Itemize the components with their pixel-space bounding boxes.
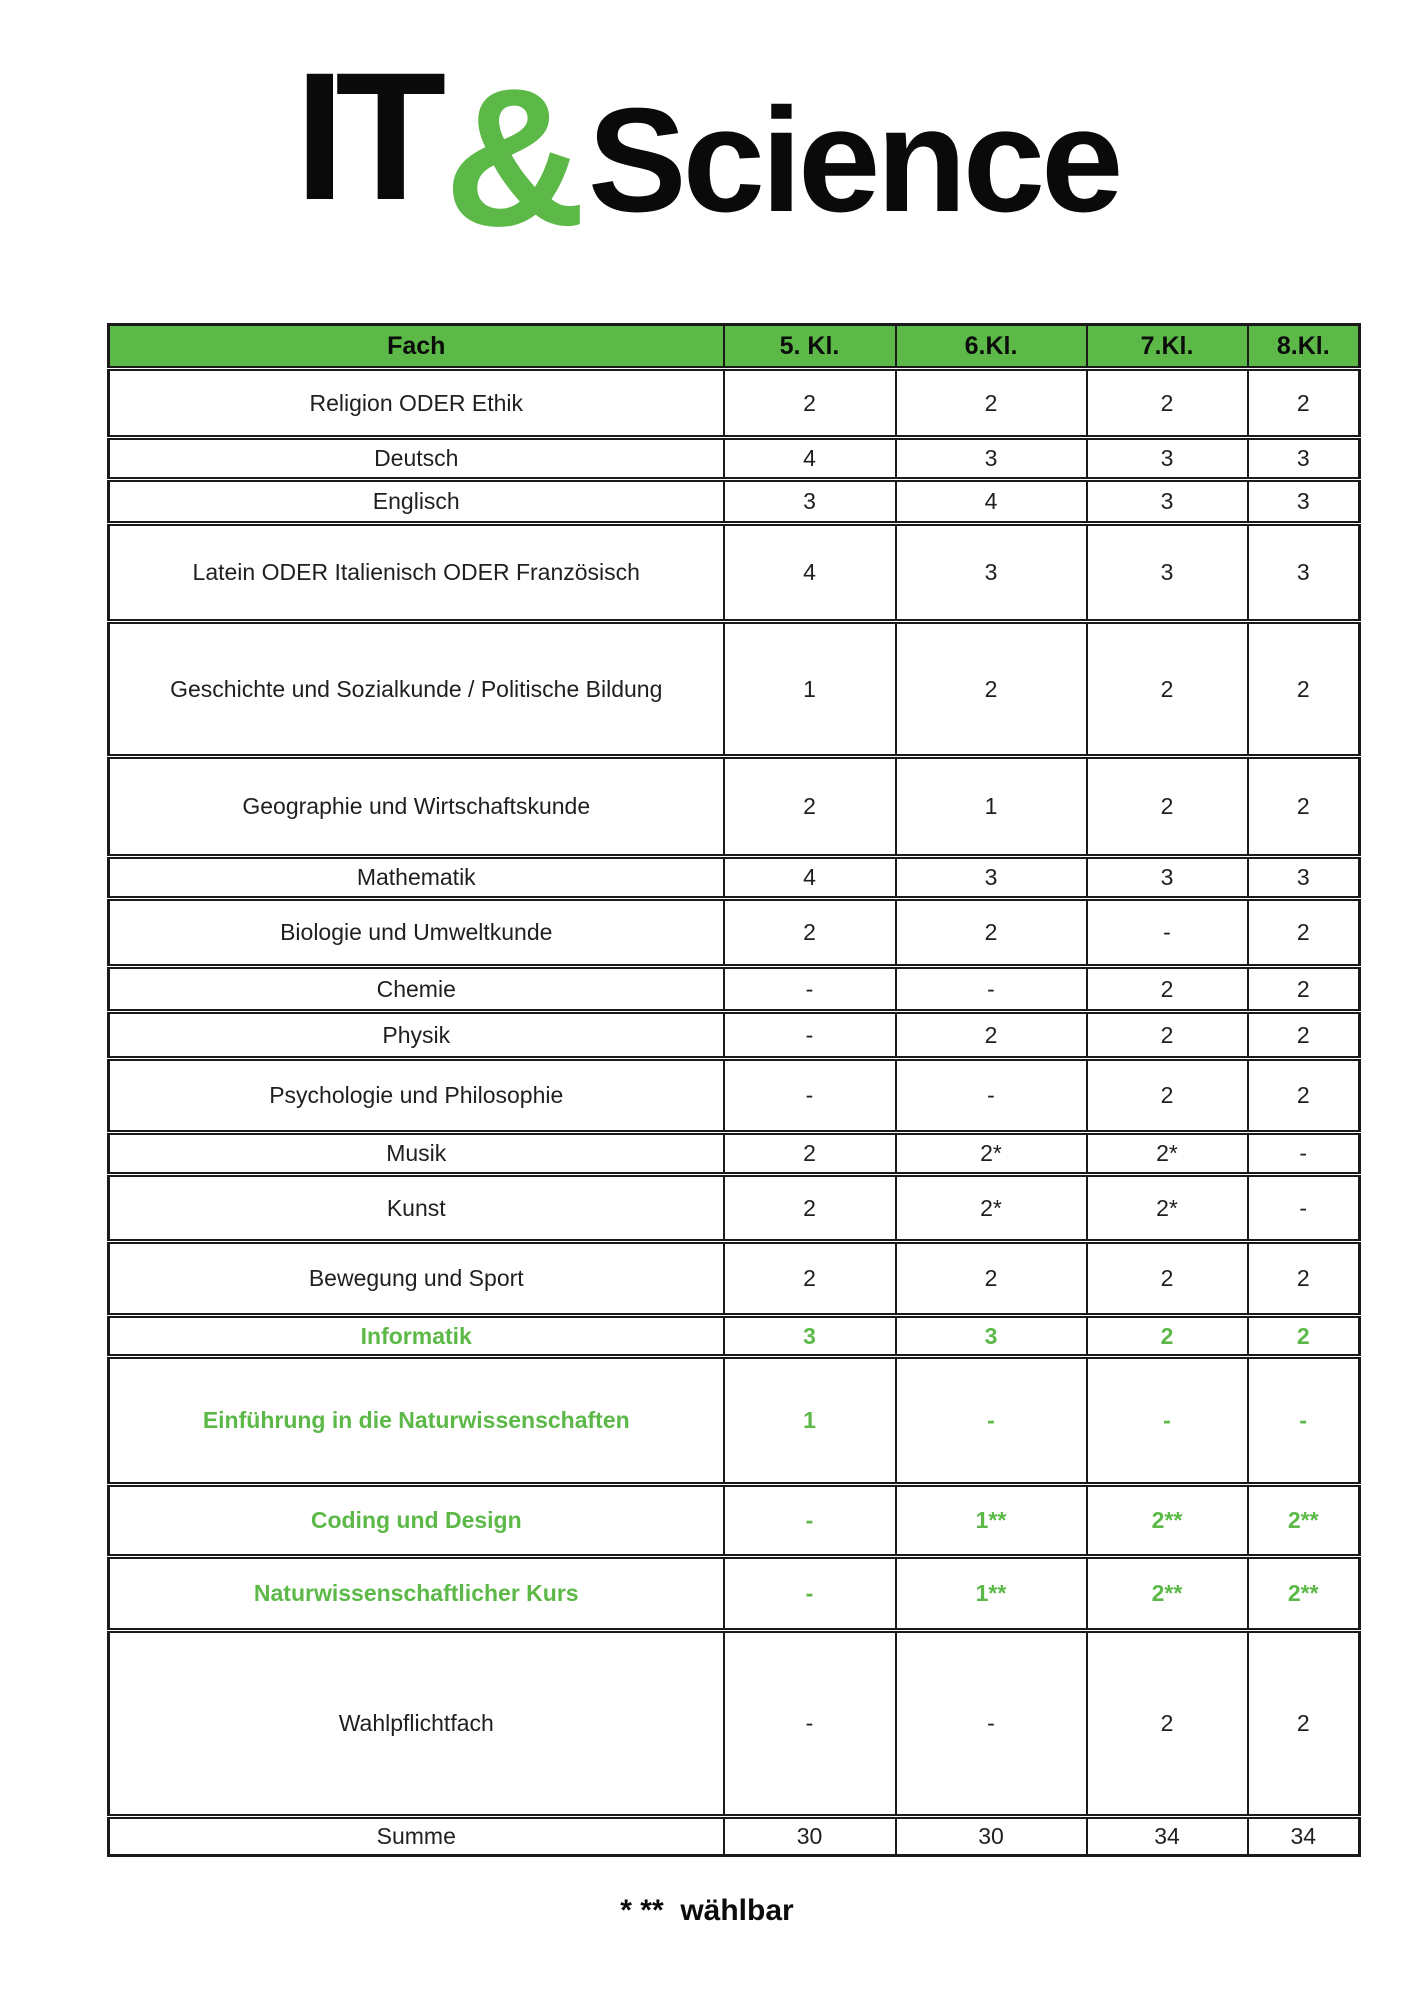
value-cell-8kl: 3 — [1248, 524, 1360, 622]
value-cell-7kl: 2 — [1087, 967, 1248, 1012]
value-cell-5kl: 2 — [724, 757, 896, 857]
value-cell-7kl: 2 — [1087, 622, 1248, 757]
subject-cell: Kunst — [109, 1175, 724, 1242]
subject-cell: Deutsch — [109, 438, 724, 480]
value-cell-6kl: 3 — [896, 857, 1087, 899]
table-row — [109, 524, 1360, 622]
subject-cell: Mathematik — [109, 857, 724, 899]
value-cell-5kl: 2 — [724, 1175, 896, 1242]
value-cell-7kl: 2 — [1087, 757, 1248, 857]
table-row — [109, 1817, 1360, 1856]
subject-cell: Biologie und Umweltkunde — [109, 899, 724, 967]
subject-cell: Chemie — [109, 967, 724, 1012]
logo-ampersand-icon: & — [444, 48, 586, 267]
table-row — [109, 1012, 1360, 1059]
value-cell-8kl: 34 — [1248, 1817, 1360, 1856]
value-cell-8kl: 2** — [1248, 1485, 1360, 1557]
value-cell-6kl: 3 — [896, 438, 1087, 480]
logo-text-science: Science — [587, 78, 1120, 243]
value-cell-5kl: 4 — [724, 524, 896, 622]
value-cell-7kl: 2 — [1087, 1059, 1248, 1133]
value-cell-7kl: 3 — [1087, 480, 1248, 524]
value-cell-6kl: 1 — [896, 757, 1087, 857]
subject-cell: Wahlpflichtfach — [109, 1631, 724, 1817]
value-cell-7kl: 2 — [1087, 1631, 1248, 1817]
value-cell-8kl: 2 — [1248, 757, 1360, 857]
column-header-8kl: 8.Kl. — [1248, 325, 1360, 369]
value-cell-7kl: 3 — [1087, 438, 1248, 480]
value-cell-5kl: 1 — [724, 1357, 896, 1485]
value-cell-8kl: 2 — [1248, 899, 1360, 967]
value-cell-8kl: 3 — [1248, 857, 1360, 899]
value-cell-5kl: 3 — [724, 480, 896, 524]
table-row — [109, 1316, 1360, 1357]
value-cell-5kl: 2 — [724, 899, 896, 967]
value-cell-7kl: 34 — [1087, 1817, 1248, 1856]
value-cell-7kl: 2** — [1087, 1485, 1248, 1557]
value-cell-8kl: 2** — [1248, 1557, 1360, 1631]
value-cell-8kl: 2 — [1248, 622, 1360, 757]
column-header-7kl: 7.Kl. — [1087, 325, 1248, 369]
logo — [0, 34, 1414, 267]
value-cell-7kl: 2 — [1087, 1012, 1248, 1059]
table-row — [109, 1357, 1360, 1485]
value-cell-5kl: 30 — [724, 1817, 896, 1856]
value-cell-8kl: 2 — [1248, 1631, 1360, 1817]
value-cell-5kl: 2 — [724, 369, 896, 438]
value-cell-6kl: 2 — [896, 1242, 1087, 1316]
subject-cell: Musik — [109, 1133, 724, 1175]
value-cell-5kl: - — [724, 1012, 896, 1059]
table-row — [109, 1242, 1360, 1316]
subject-cell: Latein ODER Italienisch ODER Französisch — [109, 524, 724, 622]
subject-cell: Geschichte und Sozialkunde / Politische Bildung — [109, 622, 724, 757]
logo-text-it: IT — [294, 34, 437, 238]
curriculum-table — [107, 323, 1361, 1857]
subject-cell: Coding und Design — [109, 1485, 724, 1557]
value-cell-5kl: - — [724, 1631, 896, 1817]
value-cell-8kl: 2 — [1248, 1059, 1360, 1133]
value-cell-7kl: - — [1087, 899, 1248, 967]
column-header-5kl: 5. Kl. — [724, 325, 896, 369]
subject-cell: Physik — [109, 1012, 724, 1059]
value-cell-7kl: 3 — [1087, 524, 1248, 622]
subject-cell: Summe — [109, 1817, 724, 1856]
table-row — [109, 1485, 1360, 1557]
value-cell-7kl: 2* — [1087, 1133, 1248, 1175]
table-row — [109, 438, 1360, 480]
value-cell-8kl: - — [1248, 1133, 1360, 1175]
subject-cell: Psychologie und Philosophie — [109, 1059, 724, 1133]
value-cell-8kl: 2 — [1248, 967, 1360, 1012]
table-row — [109, 369, 1360, 438]
value-cell-8kl: 2 — [1248, 1012, 1360, 1059]
value-cell-6kl: 2 — [896, 899, 1087, 967]
value-cell-7kl: 2 — [1087, 369, 1248, 438]
value-cell-6kl: 2 — [896, 1012, 1087, 1059]
subject-cell: Englisch — [109, 480, 724, 524]
value-cell-5kl: 4 — [724, 438, 896, 480]
table-row — [109, 480, 1360, 524]
subject-cell: Informatik — [109, 1316, 724, 1357]
value-cell-6kl: 2 — [896, 622, 1087, 757]
value-cell-5kl: - — [724, 967, 896, 1012]
value-cell-8kl: 3 — [1248, 480, 1360, 524]
value-cell-7kl: 2 — [1087, 1242, 1248, 1316]
value-cell-6kl: 4 — [896, 480, 1087, 524]
value-cell-5kl: - — [724, 1557, 896, 1631]
value-cell-8kl: - — [1248, 1357, 1360, 1485]
table-row — [109, 1557, 1360, 1631]
value-cell-5kl: 2 — [724, 1242, 896, 1316]
table-row — [109, 1631, 1360, 1817]
subject-cell: Religion ODER Ethik — [109, 369, 724, 438]
table-row — [109, 622, 1360, 757]
value-cell-6kl: 2* — [896, 1133, 1087, 1175]
value-cell-8kl: 2 — [1248, 1242, 1360, 1316]
value-cell-6kl: - — [896, 1357, 1087, 1485]
value-cell-6kl: 1** — [896, 1557, 1087, 1631]
value-cell-6kl: 3 — [896, 1316, 1087, 1357]
table-row — [109, 967, 1360, 1012]
value-cell-5kl: 1 — [724, 622, 896, 757]
value-cell-7kl: 2** — [1087, 1557, 1248, 1631]
table-row — [109, 757, 1360, 857]
value-cell-6kl: - — [896, 967, 1087, 1012]
value-cell-6kl: - — [896, 1059, 1087, 1133]
table-row — [109, 857, 1360, 899]
value-cell-6kl: 3 — [896, 524, 1087, 622]
value-cell-8kl: - — [1248, 1175, 1360, 1242]
value-cell-5kl: - — [724, 1485, 896, 1557]
table-header-row — [109, 325, 1360, 369]
subject-cell: Bewegung und Sport — [109, 1242, 724, 1316]
table-row — [109, 899, 1360, 967]
table-row — [109, 1059, 1360, 1133]
value-cell-6kl: 2* — [896, 1175, 1087, 1242]
value-cell-6kl: - — [896, 1631, 1087, 1817]
value-cell-7kl: 3 — [1087, 857, 1248, 899]
subject-cell: Naturwissenschaftlicher Kurs — [109, 1557, 724, 1631]
value-cell-6kl: 1** — [896, 1485, 1087, 1557]
value-cell-7kl: 2* — [1087, 1175, 1248, 1242]
value-cell-6kl: 30 — [896, 1817, 1087, 1856]
table-body — [109, 369, 1360, 1856]
column-header-6kl: 6.Kl. — [896, 325, 1087, 369]
value-cell-5kl: - — [724, 1059, 896, 1133]
column-header-fach: Fach — [109, 325, 724, 369]
value-cell-5kl: 2 — [724, 1133, 896, 1175]
value-cell-8kl: 2 — [1248, 1316, 1360, 1357]
value-cell-5kl: 4 — [724, 857, 896, 899]
table-row — [109, 1133, 1360, 1175]
subject-cell: Geographie und Wirtschaftskunde — [109, 757, 724, 857]
footnote: * ** wählbar — [620, 1894, 794, 1927]
value-cell-8kl: 3 — [1248, 438, 1360, 480]
value-cell-5kl: 3 — [724, 1316, 896, 1357]
subject-cell: Einführung in die Naturwissenschaften — [109, 1357, 724, 1485]
value-cell-6kl: 2 — [896, 369, 1087, 438]
value-cell-7kl: - — [1087, 1357, 1248, 1485]
table-row — [109, 1175, 1360, 1242]
value-cell-7kl: 2 — [1087, 1316, 1248, 1357]
value-cell-8kl: 2 — [1248, 369, 1360, 438]
